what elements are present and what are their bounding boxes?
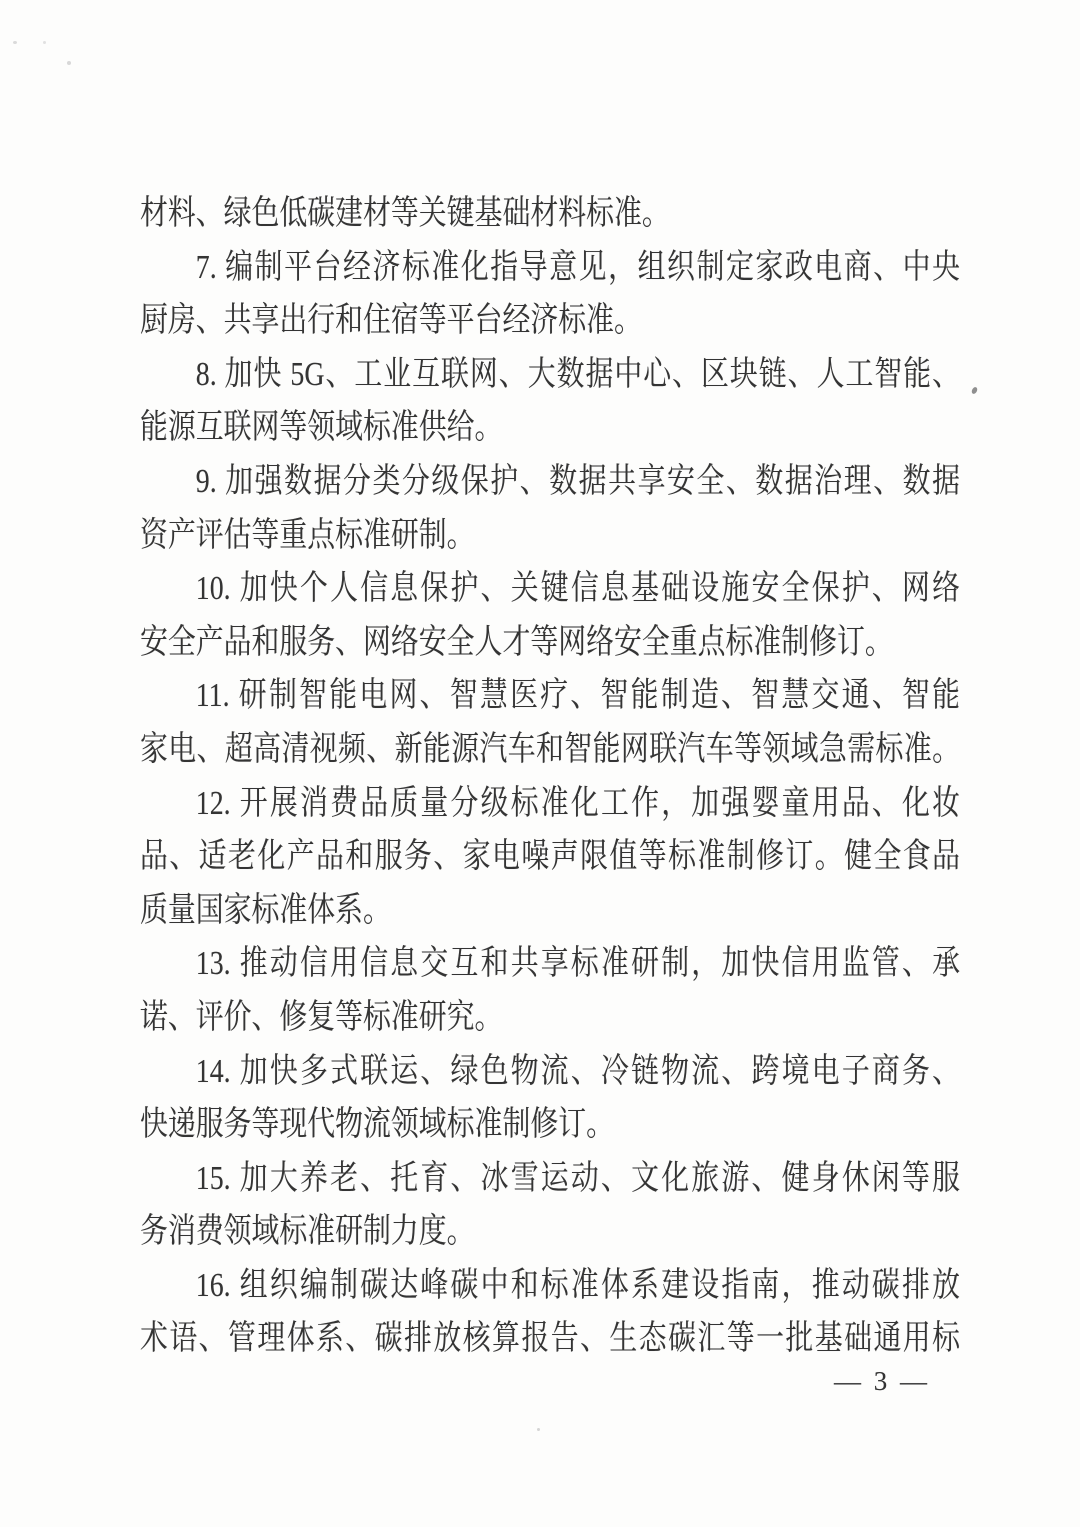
text-line: 10. 加快个人信息保护、关键信息基础设施安全保护、网络 [195,570,960,608]
text-line: 安全产品和服务、网络安全人才等网络安全重点标准制修订。 [140,623,893,661]
text-line: 资产评估等重点标准研制。 [140,516,475,554]
text-line: 务消费领域标准研制力度。 [140,1213,475,1251]
text-line: 家电、超高清视频、新能源汽车和智能网联汽车等领域急需标准。 [140,730,960,768]
scan-speck [971,386,978,394]
text-line: 能源互联网等领域标准供给。 [140,409,503,447]
text-line: 11. 研制智能电网、智慧医疗、智能制造、智慧交通、智能 [195,677,960,715]
text-line: 12. 开展消费品质量分级标准化工作，加强婴童用品、化妆 [195,784,960,822]
text-line: 14. 加快多式联运、绿色物流、冷链物流、跨境电子商务、 [195,1052,960,1090]
page-number: — 3 — [834,1366,930,1396]
text-line: 质量国家标准体系。 [140,891,391,929]
scan-speck [13,41,17,44]
text-line: 13. 推动信用信息交互和共享标准研制，加快信用监管、承 [195,945,960,983]
text-line: 7. 编制平台经济标准化指导意见，组织制定家政电商、中央 [195,248,960,286]
scan-speck [67,61,71,65]
text-line: 15. 加大养老、托育、冰雪运动、文化旅游、健身休闲等服 [195,1159,960,1197]
text-line: 术语、管理体系、碳排放核算报告、生态碳汇等一批基础通用标 [140,1320,960,1358]
document-body [140,187,960,1366]
text-line: 16. 组织编制碳达峰碳中和标准体系建设指南，推动碳排放 [195,1266,960,1304]
text-line: 诺、评价、修复等标准研究。 [140,998,503,1036]
text-line: 品、适老化产品和服务、家电噪声限值等标准制修订。健全食品 [140,838,960,876]
text-line: 9. 加强数据分类分级保护、数据共享安全、数据治理、数据 [195,462,960,500]
text-line: 快递服务等现代物流领域标准制修订。 [140,1106,614,1144]
scan-speck [537,1428,540,1431]
scan-speck [43,41,46,44]
text-line: 材料、绿色低碳建材等关键基础材料标准。 [140,195,670,232]
text-line: 厨房、共享出行和住宿等平台经济标准。 [140,302,642,340]
text-line: 8. 加快 5G、工业互联网、大数据中心、区块链、人工智能、 [195,355,960,393]
